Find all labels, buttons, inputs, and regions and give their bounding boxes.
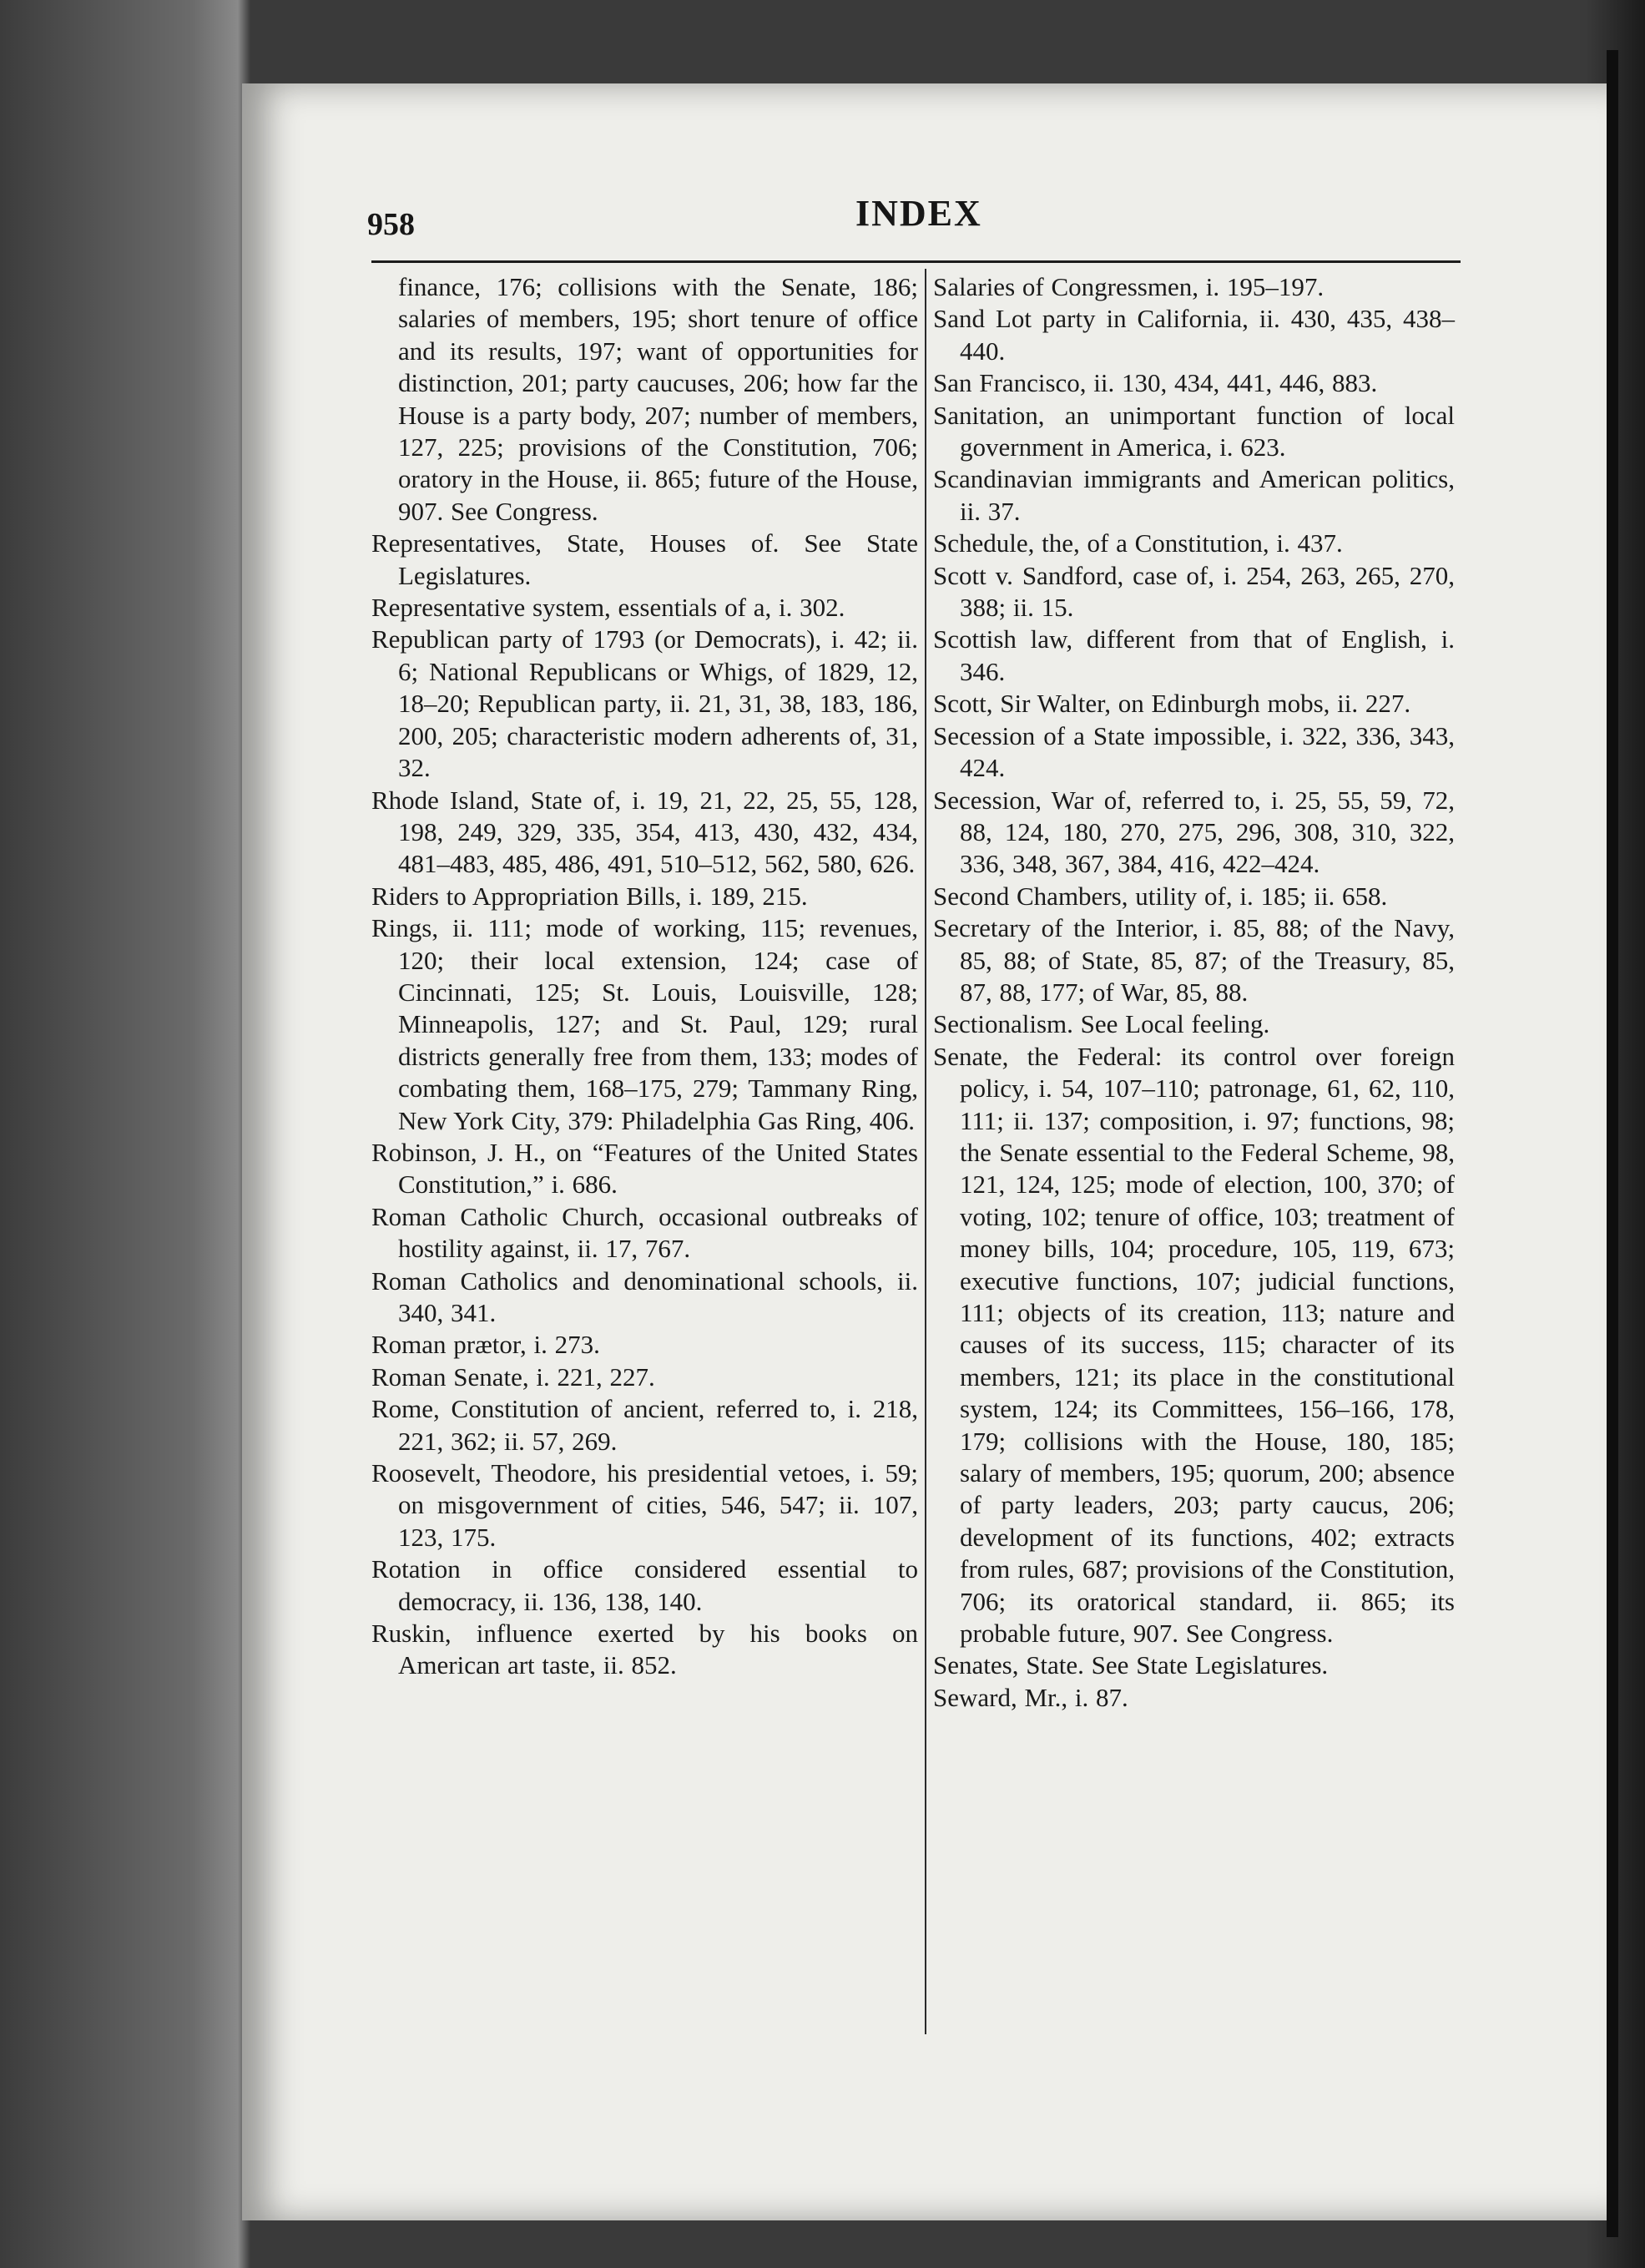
header-rule [371, 260, 1461, 263]
index-entry: Roman prætor, i. 273. [371, 1330, 600, 1360]
index-entry: Scottish law, different from that of English, i. 346. [933, 624, 1455, 686]
index-entry: finance, 176; collisions with the Senate, 186; salaries of members, 195; short tenure of office and its results, 197; want of opportunities for distinction, 201; party caucuses, 206; how far the House is a party body, 207; number of members, 127, 225; provisions of the Constitution, 706; oratory in the House, ii. 865; future of the House, 907. See Congress. [398, 272, 918, 526]
index-entry: Senate, the Federal: its control over foreign policy, i. 54, 107–110; patronage, 61, 62, 110, 111; ii. 137; composition, i. 97; functions, 98; the Senate essential to the Federal Scheme, 98, 121, 124, 125; mode of election, 100, 370; of voting, 102; tenure of office, 103; treatment of money bills, 104; procedure, 105, 119, 673; executive functions, 107; judicial functions, 111; objects of its creation, 113; nature and causes of its success, 115; character of its members, 121; its place in the constitutional system, 124; its Committees, 156–166, 178, 179; collisions with the House, 180, 185; salary of members, 195; quorum, 200; absence of party leaders, 203; party caucus, 206; development of its functions, 402; extracts from rules, 687; provisions of the Constitution, 706; its oratorical standard, ii. 865; its probable future, 907. See Congress. [933, 1041, 1455, 1649]
index-column-left [371, 271, 918, 1682]
index-entry: Schedule, the, of a Constitution, i. 437. [933, 528, 1343, 558]
index-entry: Representative system, essentials of a, i. 302. [371, 593, 845, 623]
page-number: 958 [367, 207, 415, 242]
index-entry: Secession, War of, referred to, i. 25, 55, 59, 72, 88, 124, 180, 270, 275, 296, 308, 310, 322, 336, 348, 367, 384, 416, 422–424. [933, 785, 1455, 879]
index-column-right [933, 271, 1455, 1714]
index-entry: Scandinavian immigrants and American politics, ii. 37. [933, 464, 1455, 526]
scan-edge-bar [1607, 50, 1618, 2237]
index-entry: Riders to Appropriation Bills, i. 189, 215. [371, 881, 808, 911]
index-entry: Sectionalism. See Local feeling. [933, 1009, 1270, 1039]
index-entry: Senates, State. See State Legislatures. [933, 1650, 1329, 1680]
index-entry: Seward, Mr., i. 87. [933, 1682, 1128, 1712]
index-entry: Sanitation, an unimportant function of local government in America, i. 623. [933, 400, 1455, 462]
index-entry: Roman Catholic Church, occasional outbreaks of hostility against, ii. 17, 767. [371, 1201, 918, 1264]
running-head: INDEX [855, 193, 982, 234]
column-rule [925, 269, 926, 2034]
index-entry: Rome, Constitution of ancient, referred to, i. 218, 221, 362; ii. 57, 269. [371, 1394, 918, 1456]
index-entry: Rotation in office considered essential to democracy, ii. 136, 138, 140. [371, 1554, 918, 1616]
index-entry: Second Chambers, utility of, i. 185; ii. 658. [933, 881, 1388, 911]
index-entry: Robinson, J. H., on “Features of the United States Constitution,” i. 686. [371, 1137, 918, 1200]
index-entry: Roosevelt, Theodore, his presidential vetoes, i. 59; on misgovernment of cities, 546, 547; ii. 107, 123, 175. [371, 1458, 918, 1552]
index-entry: Representatives, State, Houses of. See State Legislatures. [371, 528, 918, 590]
index-entry: Scott v. Sandford, case of, i. 254, 263, 265, 270, 388; ii. 15. [933, 560, 1455, 623]
index-entry: Salaries of Congressmen, i. 195–197. [933, 272, 1325, 301]
index-entry: Ruskin, influence exerted by his books on American art taste, ii. 852. [371, 1619, 918, 1680]
index-entry: Rings, ii. 111; mode of working, 115; revenues, 120; their local extension, 124; case of Cincinnati, 125; St. Louis, Louisville, 128; Minneapolis, 127; and St. Paul, 129; rural districts generally free from them, 133; modes of combating them, 168–175, 279; Tammany Ring, New York City, 379: Philadelphia Gas Ring, 406. [371, 913, 918, 1135]
index-entry: Scott, Sir Walter, on Edinburgh mobs, ii. 227. [933, 689, 1411, 719]
index-entry: Secretary of the Interior, i. 85, 88; of the Navy, 85, 88; of State, 85, 87; of the Treasury, 85, 87, 88, 177; of War, 85, 88. [933, 913, 1455, 1007]
index-entry: Republican party of 1793 (or Democrats), i. 42; ii. 6; National Republicans or Whigs, of 1829, 12, 18–20; Republican party, ii. 21, 31, 38, 183, 186, 200, 205; characteristic modern adherents of, 31, 32. [371, 624, 918, 783]
index-entry: San Francisco, ii. 130, 434, 441, 446, 883. [933, 368, 1378, 398]
index-entry: Roman Senate, i. 221, 227. [371, 1361, 655, 1392]
index-entry: Sand Lot party in California, ii. 430, 435, 438–440. [933, 304, 1455, 366]
page-header [367, 188, 1469, 246]
index-entry: Roman Catholics and denominational schools, ii. 340, 341. [371, 1265, 918, 1327]
index-entry: Rhode Island, State of, i. 19, 21, 22, 25, 55, 128, 198, 249, 329, 335, 354, 413, 430, 432, 434, 481–483, 485, 486, 491, 510–512, 562, 580, 626. [371, 785, 918, 879]
index-entry: Secession of a State impossible, i. 322, 336, 343, 424. [933, 720, 1455, 783]
